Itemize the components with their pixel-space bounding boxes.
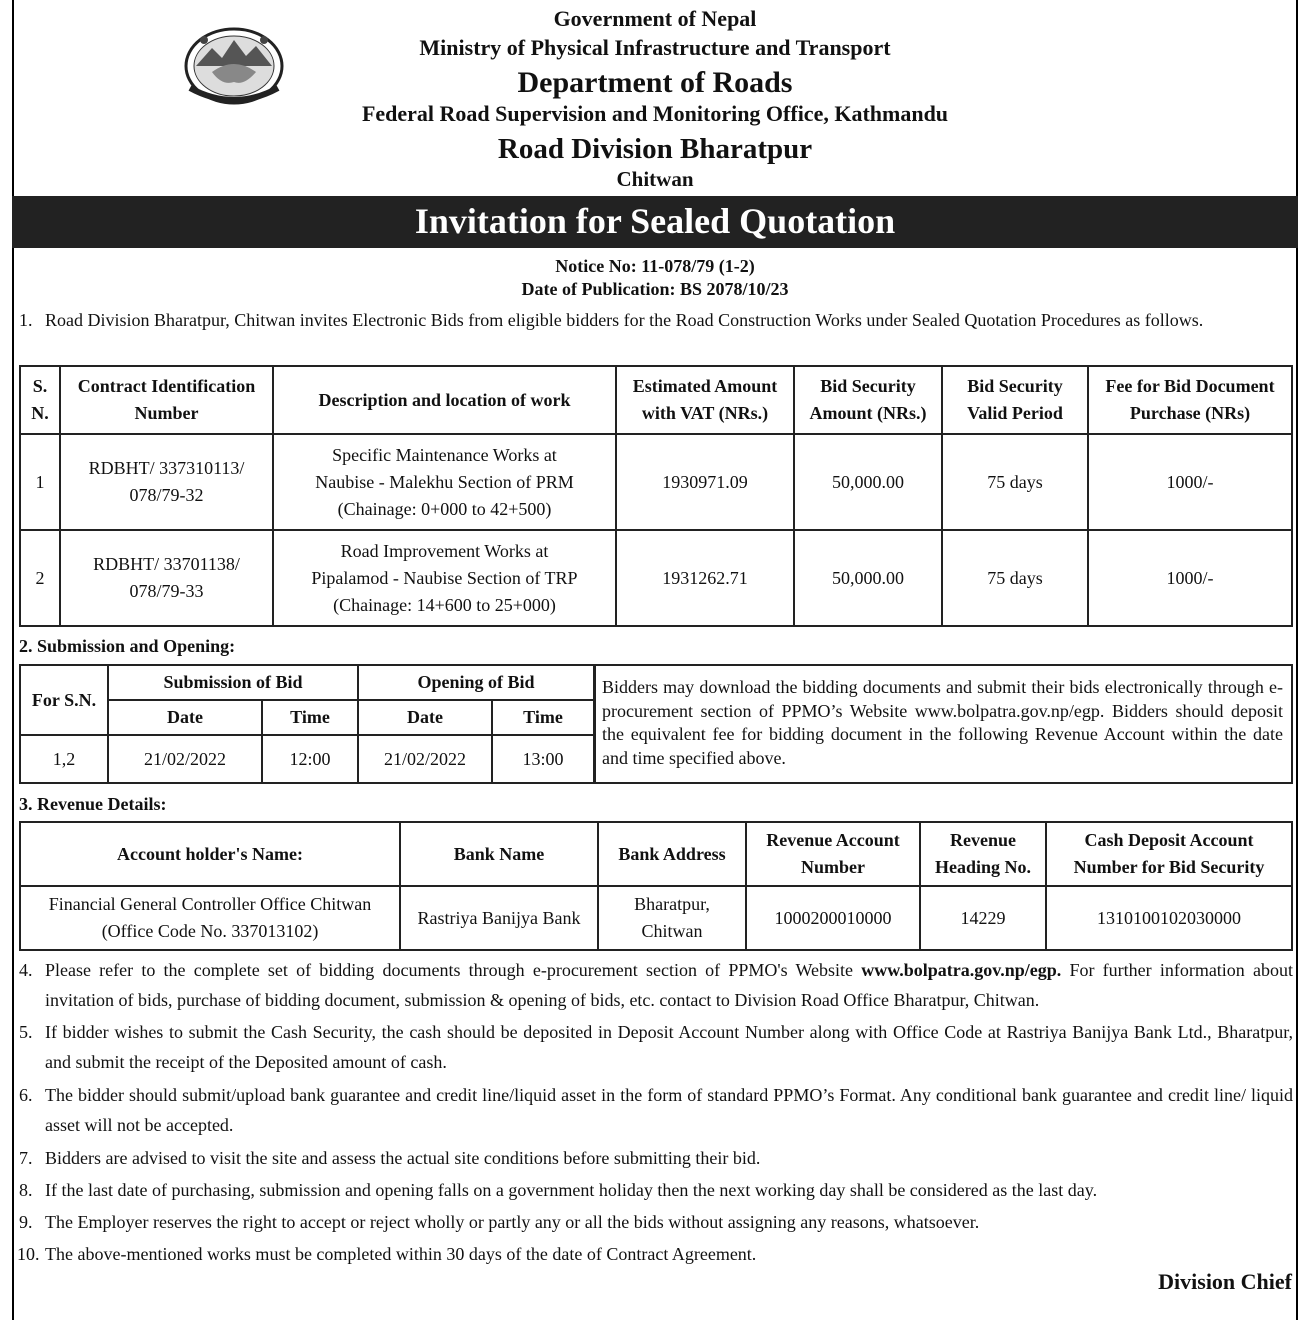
submission-table [19, 664, 595, 784]
table-row [20, 886, 1292, 950]
desc-line: Naubise - Malekhu Section of PRM [315, 471, 574, 492]
cell-bid-security: 50,000.00 [794, 530, 942, 626]
revenue-table [19, 821, 1293, 951]
paragraph-text: The Employer reserves the right to accept or reject wholly or partly any or all the bids without assigning any reasons, whatsoever. [45, 1212, 980, 1232]
col-contract: Contract Identification Number [60, 366, 273, 434]
col-heading: Revenue Heading No. [920, 822, 1046, 886]
cell-estimate: 1931262.71 [616, 530, 794, 626]
cell-sub-date: 21/02/2022 [108, 735, 262, 783]
cell-bank: Rastriya Banijya Bank [400, 886, 598, 950]
contract-line: 078/79-33 [129, 581, 204, 601]
office-title: Federal Road Supervision and Monitoring Office, Kathmandu [361, 101, 949, 126]
paragraph-number: 7. [19, 1148, 33, 1168]
col-valid-period: Bid Security Valid Period [942, 366, 1088, 434]
cell-account: 1000200010000 [746, 886, 920, 950]
paragraph-text: The bidder should submit/upload bank guarantee and credit line/liquid asset in the form of standard PPMO’s Format. Any conditional bank guarantee and credit line/ liquid asset will not be accepted. [45, 1085, 1293, 1135]
holder-line: Financial General Controller Office Chitwan [48, 894, 372, 914]
col-address: Bank Address [598, 822, 746, 886]
cell-holder [20, 886, 400, 950]
govt-title: Government of Nepal [553, 6, 757, 31]
cell-description [273, 434, 616, 530]
cell-description [273, 530, 616, 626]
paragraph-number: 6. [19, 1085, 33, 1105]
notice-number: Notice No: 11-078/79 (1-2) [555, 256, 755, 276]
table-row [20, 434, 1292, 530]
cell-contract [60, 434, 273, 530]
paragraph-9 [19, 1207, 1293, 1237]
section-2-title: 2. Submission and Opening: [19, 636, 236, 656]
cell-open-date: 21/02/2022 [358, 735, 492, 783]
paragraph-number: 4. [19, 960, 33, 980]
col-submission: Submission of Bid [108, 665, 358, 700]
works-table [19, 365, 1293, 627]
paragraph-number: 8. [19, 1180, 33, 1200]
paragraph-7 [19, 1143, 1293, 1173]
paragraph-text: Road Division Bharatpur, Chitwan invites Electronic Bids from eligible bidders for the Road Construction Works under Sealed Quotation Procedures as follows. [45, 310, 1204, 330]
table-row [20, 735, 594, 783]
contract-line: RDBHT/ 337310113/ [88, 458, 245, 478]
paragraph-6 [19, 1080, 1293, 1140]
cell-bid-security: 50,000.00 [794, 434, 942, 530]
paragraph-number: 10. [17, 1244, 40, 1264]
cell-fee: 1000/- [1088, 530, 1292, 626]
cell-sub-time: 12:00 [262, 735, 358, 783]
paragraph-text-end: For further information about invitation of bids, purchase of bidding document, submission & opening of bids, etc. contact to Division Road Office Bharatpur, Chitwan. [45, 960, 1293, 1010]
paragraph-4 [19, 955, 1293, 1015]
col-sn: S. N. [20, 366, 60, 434]
department-title: Department of Roads [517, 66, 793, 99]
cell-open-time: 13:00 [492, 735, 594, 783]
paragraph-8 [19, 1175, 1293, 1205]
paragraph-text [19, 955, 1293, 1015]
address-line: Bharatpur, [634, 894, 710, 914]
holder-line: (Office Code No. 337013102) [101, 921, 319, 941]
cell-heading: 14229 [920, 886, 1046, 950]
paragraph-text: If the last date of purchasing, submission and opening falls on a government holiday then the next working day shall be considered as the last day. [45, 1180, 1098, 1200]
table-row [20, 530, 1292, 626]
ministry-title: Ministry of Physical Infrastructure and Transport [419, 35, 891, 60]
paragraph-5 [19, 1017, 1293, 1077]
contract-line: RDBHT/ 33701138/ [93, 554, 240, 574]
desc-line: Pipalamod - Naubise Section of TRP [311, 567, 578, 588]
col-cash-deposit: Cash Deposit Account Number for Bid Security [1046, 822, 1292, 886]
cell-cash-deposit: 1310100102030000 [1046, 886, 1292, 950]
desc-line: (Chainage: 14+600 to 25+000) [333, 594, 556, 615]
paragraph-text: Bidders are advised to visit the site and assess the actual site conditions before submitting their bid. [45, 1148, 761, 1168]
cell-fee: 1000/- [1088, 434, 1292, 530]
division-title: Road Division Bharatpur [497, 133, 813, 165]
paragraph-text-start: Please refer to the complete set of bidding documents through e-procurement section of PPMO's Website [45, 960, 862, 980]
desc-line: (Chainage: 0+000 to 42+500) [337, 498, 552, 519]
table-header-row [20, 665, 594, 700]
paragraph-text: The above-mentioned works must be completed within 30 days of the date of Contract Agreement. [45, 1244, 757, 1264]
col-bid-security: Bid Security Amount (NRs.) [794, 366, 942, 434]
col-holder: Account holder's Name: [20, 822, 400, 886]
col-bank: Bank Name [400, 822, 598, 886]
col-fee: Fee for Bid Document Purchase (NRs) [1088, 366, 1292, 434]
signature: Division Chief [1158, 1269, 1292, 1294]
table-header-row [20, 366, 1292, 434]
paragraph-text: If bidder wishes to submit the Cash Security, the cash should be deposited in Deposit Account Number along with Office Code at Rastriya Banijya Bank Ltd., Bharatpur, and submit the receipt of the Deposited amount of cash. [45, 1022, 1293, 1072]
cell-sn: 1 [20, 434, 60, 530]
col-open-date: Date [358, 700, 492, 735]
desc-line: Specific Maintenance Works at [332, 444, 557, 465]
contract-line: 078/79-32 [129, 485, 204, 505]
desc-line: Road Improvement Works at [340, 540, 549, 561]
paragraph-number: 1. [19, 310, 33, 330]
address-line: Chitwan [641, 921, 703, 941]
cell-sn: 2 [20, 530, 60, 626]
col-sub-time: Time [262, 700, 358, 735]
cell-valid-period: 75 days [942, 434, 1088, 530]
invitation-banner: Invitation for Sealed Quotation [12, 196, 1298, 248]
table-header-row [20, 822, 1292, 886]
paragraph-number: 9. [19, 1212, 33, 1232]
cell-sn: 1,2 [20, 735, 108, 783]
col-opening: Opening of Bid [358, 665, 594, 700]
section-3-title: 3. Revenue Details: [19, 794, 167, 814]
paragraph-10 [17, 1239, 1293, 1269]
cell-address [598, 886, 746, 950]
col-account: Revenue Account Number [746, 822, 920, 886]
publication-date: Date of Publication: BS 2078/10/23 [521, 279, 789, 299]
col-description: Description and location of work [273, 366, 616, 434]
col-open-time: Time [492, 700, 594, 735]
cell-contract [60, 530, 273, 626]
ppmo-website-link[interactable]: www.bolpatra.gov.np/egp. [861, 960, 1062, 980]
download-note: Bidders may download the bidding documents and submit their bids electronically through e-procurement section of PPMO’s Website www.bolpatra.gov.np/egp. Bidders should deposit the equivalent fee for bidding document in the following Revenue Account within the date and time specified above. [594, 664, 1293, 784]
col-estimate: Estimated Amount with VAT (NRs.) [616, 366, 794, 434]
paragraph-1 [19, 305, 1293, 335]
col-for-sn: For S.N. [20, 665, 108, 735]
cell-estimate: 1930971.09 [616, 434, 794, 530]
cell-valid-period: 75 days [942, 530, 1088, 626]
paragraph-number: 5. [19, 1022, 33, 1042]
district-title: Chitwan [616, 167, 694, 191]
col-sub-date: Date [108, 700, 262, 735]
